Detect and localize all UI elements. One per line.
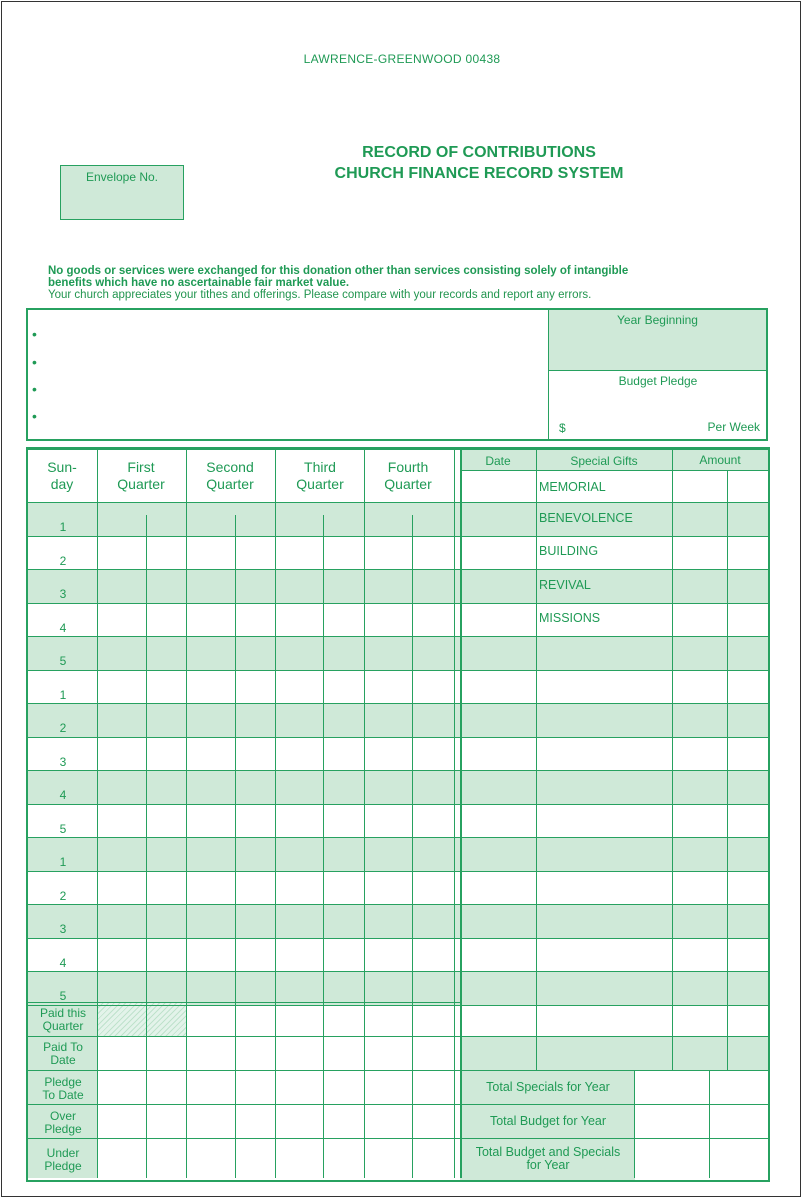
row-band [28,837,768,871]
sunday-row-number: 4 [59,788,67,802]
column-line [364,450,365,1178]
sunday-row-number: 4 [59,620,67,635]
fourth-quarter-header-line: Fourth [387,459,429,475]
notice-bold-line-1: No goods or services were exchanged for this donation other than services consisting solely of intangible [48,265,629,277]
row-line [28,670,768,671]
footer-line [28,1070,768,1071]
row-band [28,904,768,938]
column-line [275,450,276,1178]
minor-line [323,515,324,1178]
sunday-row-number: 5 [59,654,67,668]
footer-over-pledge [28,1110,98,1136]
total-label-line: Total Budget and Specials [475,1145,621,1159]
footer-paid-to-date [28,1041,98,1067]
row-line [28,837,768,838]
footer-label-line: Pledge [44,1159,82,1173]
footer-label-line: Under [46,1146,80,1160]
contribution-grid [26,447,770,1182]
gift-memorial: MEMORIAL [539,480,606,494]
first-quarter-header-line: First [127,459,155,475]
sunday-row-number: 5 [59,989,67,1003]
sunday-header-line: Sun- [47,459,77,475]
footer-label-line: Paid this [39,1006,87,1020]
minor-line [146,515,147,1178]
row-line [28,703,768,704]
second-quarter-header [186,459,274,493]
row-line [28,804,768,805]
form-title-line-2: CHURCH FINANCE RECORD SYSTEM [334,165,624,182]
minor-line [235,515,236,1178]
year-beginning-field[interactable] [548,310,766,371]
fourth-quarter-header-line: Quarter [384,476,432,492]
date-column-line [536,450,537,1070]
notice-bold-line-2: benefits which have no ascertainable fair market value. [48,277,350,289]
footer-label-line: Date [50,1053,76,1067]
total-label-line: Total Specials for Year [486,1080,610,1094]
side-header-line [460,470,768,471]
footer-label-line: Pledge [44,1075,82,1089]
second-quarter-header-line: Second [206,459,254,475]
column-line [186,450,187,1178]
sunday-row-number: 5 [59,821,67,836]
row-line [28,1005,768,1006]
envelope-label: Envelope No. [85,170,159,184]
row-band [28,502,768,536]
third-quarter-header-line: Third [304,459,336,475]
footer-label-line: Pledge [44,1122,82,1136]
gift-missions: MISSIONS [539,611,601,625]
form-title-line-1: RECORD OF CONTRIBUTIONS [362,144,596,161]
first-quarter-header-line: Quarter [117,476,165,492]
fourth-quarter-header [364,459,452,493]
footer-label-line: To Date [42,1088,84,1102]
minor-line [412,515,413,1178]
sunday-row-number: 2 [59,721,67,735]
divider-line [460,450,462,1178]
total-budget-specials-label [464,1146,632,1172]
form-code: LAWRENCE-GREENWOOD 00438 [303,52,501,66]
amount-minor-line [727,470,728,1070]
row-line [28,938,768,939]
address-bullet: • [32,408,37,424]
side-footer-band [460,1036,768,1070]
footer-under-pledge [28,1147,98,1173]
footer-paid-this-quarter [28,1007,98,1033]
sunday-row-number: 3 [59,587,67,601]
row-line [28,536,768,537]
special-gifts-header: Special Gifts [570,454,638,468]
sunday-row-number: 2 [59,553,67,568]
footer-label-line: Paid To [43,1040,83,1054]
sunday-row-number: 3 [59,922,67,936]
row-line [28,904,768,905]
row-band [28,770,768,804]
total-label-line: for Year [526,1158,570,1172]
sunday-row-number: 1 [59,855,67,869]
footer-line [28,1138,768,1139]
column-line [454,450,455,1178]
row-line [28,636,768,637]
address-bullet: • [32,354,37,370]
sunday-row-number: 3 [59,754,67,769]
gift-revival: REVIVAL [539,578,591,592]
total-specials-label [464,1081,632,1094]
row-line [28,502,768,503]
total-label-line: Total Budget for Year [489,1114,607,1128]
row-line [28,603,768,604]
row-line [28,871,768,872]
address-bullet: • [32,326,37,342]
per-week-label: Per Week [707,420,760,434]
second-quarter-header-line: Quarter [206,476,254,492]
totals-minor-line [709,1070,710,1178]
row-line [28,770,768,771]
footer-label-line: Over [49,1109,76,1123]
budget-pledge-label: Budget Pledge [618,374,698,388]
budget-pledge-field[interactable] [548,371,766,439]
sunday-row-number: 4 [59,955,67,970]
notice-text [48,265,748,301]
grid-top-line [28,449,768,450]
gift-benevolence: BENEVOLENCE [539,511,633,525]
sunday-header-line: day [50,476,74,492]
third-quarter-header [276,459,364,493]
sunday-row-number: 1 [59,520,67,534]
row-line [28,971,768,972]
footer-line [28,1104,768,1105]
footer-label-line: Quarter [42,1019,84,1033]
sunday-row-number: 1 [59,687,67,702]
sunday-row-number: 2 [59,888,67,903]
total-budget-label [464,1115,632,1128]
row-line [28,569,768,570]
row-line [28,737,768,738]
year-beginning-label: Year Beginning [617,313,698,327]
totals-column-line [634,1070,635,1178]
footer-pledge-to-date [28,1076,98,1102]
address-bullet: • [32,381,37,397]
hatched-cell [98,1003,186,1036]
row-band [28,703,768,737]
third-quarter-header-line: Quarter [296,476,344,492]
row-band [28,971,768,1005]
date-header: Date [485,454,511,468]
amount-header: Amount [699,453,741,467]
notice-regular: Your church appreciates your tithes and offerings. Please compare with your records and report any errors. [48,289,592,301]
dollar-sign: $ [559,421,566,435]
row-band [28,569,768,603]
envelope-number-field[interactable] [60,165,184,220]
row-band [28,636,768,670]
gift-column-line [672,450,673,1070]
first-quarter-header [97,459,185,493]
footer-line [28,1036,768,1037]
sunday-header [28,459,96,493]
gift-building: BUILDING [539,544,599,558]
